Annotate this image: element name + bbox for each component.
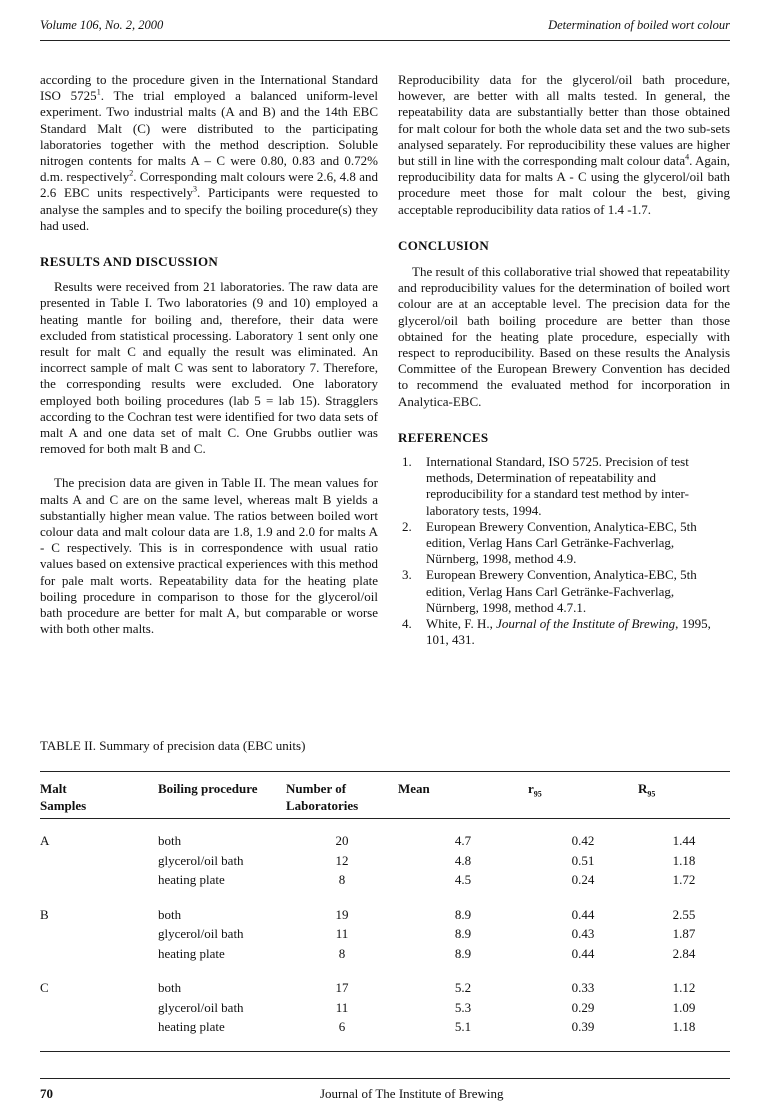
cell-R95: 1.44 — [672, 833, 696, 848]
cell-R95: 1.87 — [672, 926, 696, 941]
header-r95-sub: 95 — [533, 789, 542, 799]
reference-number: 3. — [402, 567, 412, 583]
cell-mean: 8.9 — [454, 945, 472, 961]
cell-malt — [40, 853, 158, 873]
cell-mean: 5.2 — [454, 980, 472, 995]
table-row — [40, 1019, 730, 1039]
citation-sup: 1 — [96, 87, 101, 97]
table-row — [40, 833, 730, 853]
cell-mean: 4.8 — [454, 852, 472, 868]
header-title: Determination of boiled wort colour — [548, 18, 730, 32]
reference-text: International Standard, ISO 5725. Precision of test methods, Determination of repeatability and reproducibility for a standard test method by inter-laboratory tests, 1994. — [426, 454, 689, 518]
reference-text: European Brewery Convention, Analytica-EBC, 5th edition, Verlag Hans Carl Getränke-Fachverlag, Nürnberg, 1998, method 4.7.1. — [426, 567, 697, 615]
conclusion-paragraph: The result of this collaborative trial showed that repeatability and reproducibility values for the determination of boiled wort colour are at an acceptable level. The precision data for the glycerol/oil bath boiling procedure are better than those obtained for the heating plate procedure, especially with respect to reproducibility. Based on these results the Analysis Committee of the European Brewery Convention has decided to recommend the evaluated method for incorporation in Analytica-EBC. — [398, 264, 730, 409]
cell-labs: 11 — [335, 926, 349, 941]
reference-text: , 1995, 101, 431. — [426, 616, 711, 648]
reference-number: 2. — [402, 518, 412, 534]
cell-malt: B — [40, 906, 49, 922]
reference-item — [398, 454, 730, 519]
table-body — [40, 833, 730, 1039]
reference-item — [398, 616, 730, 648]
reference-number: 1. — [402, 454, 412, 470]
cell-mean: 8.9 — [454, 906, 472, 922]
cell-malt: C — [40, 980, 49, 995]
header-samples: Samples — [40, 798, 87, 813]
intro-text-2: . The trial employed a balanced uniform-level experiment. Two industrial malts (A and B) and the 14th EBC Standard Malt (C) were distributed to the participating laboratories together with the method description. Soluble nitrogen contents for malts A – C were 0.80, 0.83 and 0.72% d.m. respectively — [40, 88, 378, 185]
cell-R95: 1.18 — [672, 852, 696, 868]
table-row — [40, 907, 730, 927]
citation-sup: 2 — [129, 168, 134, 178]
cell-r95: 0.43 — [571, 926, 595, 941]
cell-procedure: glycerol/oil bath — [158, 999, 244, 1015]
cell-R95: 1.09 — [672, 999, 696, 1015]
header-r95 — [528, 780, 638, 819]
header-volume: Volume 106, No. 2, 2000 — [40, 18, 164, 32]
cell-R95: 1.12 — [672, 980, 696, 995]
cell-labs: 8 — [338, 945, 346, 961]
cell-labs: 19 — [335, 906, 349, 922]
table-caption: TABLE II. Summary of precision data (EBC units) — [40, 738, 306, 753]
cell-procedure: both — [158, 980, 182, 995]
cell-malt: A — [40, 833, 50, 848]
citation-sup: 3 — [193, 185, 198, 195]
table-top-rule — [40, 771, 730, 772]
table-row — [40, 1000, 730, 1020]
cell-malt — [40, 1019, 158, 1039]
precision-table — [40, 780, 730, 1039]
table-row — [40, 926, 730, 946]
cell-labs: 17 — [335, 980, 349, 995]
header-number-of-labs — [286, 780, 398, 819]
repro-text-1: Reproducibility data for the glycerol/oil bath procedure, however, are better with all malts tested. In general, the repeatability data are substantially better than those obtained for malt colour for both the whole data set and the two sub-sets analysed separately. For reproducibility these values are higher but still in line with the corresponding malt colour data — [398, 72, 730, 169]
table-row — [40, 853, 730, 873]
cell-mean: 5.3 — [454, 999, 472, 1015]
header-boiling-procedure: Boiling procedure — [158, 781, 258, 796]
cell-R95: 2.84 — [672, 945, 696, 961]
cell-r95: 0.29 — [571, 999, 595, 1015]
header-R95 — [638, 780, 730, 819]
cell-procedure: heating plate — [158, 1019, 225, 1034]
left-column — [40, 72, 378, 638]
table-bottom-rule — [40, 1051, 730, 1052]
cell-malt — [40, 1000, 158, 1020]
repro-text-2: . Again, reproducibility data for malts A - C using the glycerol/oil bath procedure meet those for malt colour the best, giving acceptable reproducibility data ratios of 1.4 -1.7. — [398, 153, 730, 217]
reference-text: White, F. H., — [426, 616, 497, 632]
results-paragraph-2: The precision data are given in Table II. The mean values for malts A and C are on the same level, whereas malt B yields a substantially higher mean value. The ratios between boiled wort colour data and malt colour data are 1.8, 1.9 and 2.0 for malts A - C respectively. This is in correspondence with usual ratio values based on extensive practical experiences with this method for pale malt worts. Repeatability data for the heating plate boiling procedure in comparison to those for the glycerol/oil bath procedure are better for malt A, but comparable or worse with both other malts. — [40, 475, 378, 637]
cell-r95: 0.51 — [571, 852, 595, 868]
cell-mean: 5.1 — [454, 1019, 472, 1034]
reference-journal: Journal of the Institute of Brewing — [496, 616, 676, 632]
footer-rule — [40, 1078, 730, 1079]
cell-mean: 4.5 — [454, 872, 472, 887]
cell-r95: 0.44 — [571, 906, 595, 922]
cell-mean: 8.9 — [454, 926, 472, 941]
cell-r95: 0.42 — [571, 833, 595, 848]
header-laboratories: Laboratories — [286, 798, 359, 813]
header-malt-samples — [40, 780, 158, 819]
header-rule — [40, 40, 730, 41]
cell-R95: 2.55 — [672, 906, 696, 922]
page-number: 70 — [40, 1086, 53, 1101]
cell-r95: 0.44 — [571, 945, 595, 961]
cell-labs: 20 — [335, 833, 349, 848]
table-row — [40, 980, 730, 1000]
header-R95-sub: 95 — [647, 789, 656, 799]
cell-procedure: heating plate — [158, 945, 225, 961]
reference-item — [398, 519, 730, 568]
conclusion-heading: CONCLUSION — [398, 237, 490, 253]
reproducibility-paragraph — [398, 72, 730, 218]
reference-text: European Brewery Convention, Analytica-EBC, 5th edition, Verlag Hans Carl Getränke-Fachverlag, Nürnberg, 1998, method 4.9. — [426, 518, 697, 567]
results-paragraph-1: Results were received from 21 laboratories. The raw data are presented in Table I. Two laboratories (9 and 10) employed a heating mantle for boiling and, therefore, their data were excluded from statistical processing. Laboratory 1 sent only one result for malt C and equally the result was eliminated. An incorrect sample of malt C was sent to laboratory 7. Therefore, the corresponding results were excluded. One laboratory employed both boiling procedures (lab 5 = lab 15). Stragglers according to the Cochran test were identified for two data sets of malt A and one data set of malt C. One Grubbs outlier was removed for both malt B and C. — [40, 279, 378, 457]
cell-R95: 1.18 — [672, 1019, 696, 1034]
cell-procedure: both — [158, 833, 182, 848]
header-r95-base: r — [528, 781, 534, 796]
results-heading: RESULTS AND DISCUSSION — [40, 254, 219, 270]
cell-procedure: both — [158, 906, 182, 922]
references-heading: REFERENCES — [398, 429, 489, 445]
cell-r95: 0.24 — [571, 872, 595, 887]
cell-r95: 0.33 — [571, 980, 595, 995]
intro-text-1: according to the procedure given in the International Standard ISO 5725 — [40, 72, 378, 104]
group-spacer — [40, 965, 730, 980]
cell-mean: 4.7 — [454, 833, 472, 848]
header-R95-base: R — [638, 781, 648, 796]
citation-sup: 4 — [685, 152, 690, 162]
intro-paragraph — [40, 72, 378, 234]
table-row — [40, 872, 730, 892]
header-mean: Mean — [398, 781, 430, 796]
cell-malt — [40, 946, 158, 966]
cell-labs: 11 — [335, 999, 349, 1015]
cell-labs: 8 — [338, 872, 346, 887]
intro-text-3: . Corresponding malt colours were 2.6, 4.8 and 2.6 EBC units respectively — [40, 169, 378, 201]
references-list — [398, 454, 730, 648]
cell-procedure: heating plate — [158, 872, 225, 887]
cell-labs: 6 — [338, 1019, 346, 1034]
reference-number: 4. — [402, 616, 412, 632]
table-header-row — [40, 780, 730, 819]
reference-item — [398, 567, 730, 616]
cell-r95: 0.39 — [571, 1019, 595, 1034]
right-column — [398, 72, 730, 649]
journal-name: Journal of The Institute of Brewing — [320, 1086, 504, 1101]
cell-procedure: glycerol/oil bath — [158, 852, 244, 868]
cell-malt — [40, 872, 158, 892]
intro-text-4: . Participants were requested to analyse the samples and to specify the boiling procedure(s) they had used. — [40, 185, 378, 233]
running-header — [40, 14, 730, 34]
header-malt: Malt — [40, 781, 67, 796]
table-row — [40, 946, 730, 966]
cell-R95: 1.72 — [672, 872, 696, 887]
cell-malt — [40, 926, 158, 946]
header-number-of: Number of — [286, 781, 347, 796]
group-spacer — [40, 892, 730, 907]
cell-procedure: glycerol/oil bath — [158, 926, 244, 941]
cell-labs: 12 — [335, 852, 349, 868]
